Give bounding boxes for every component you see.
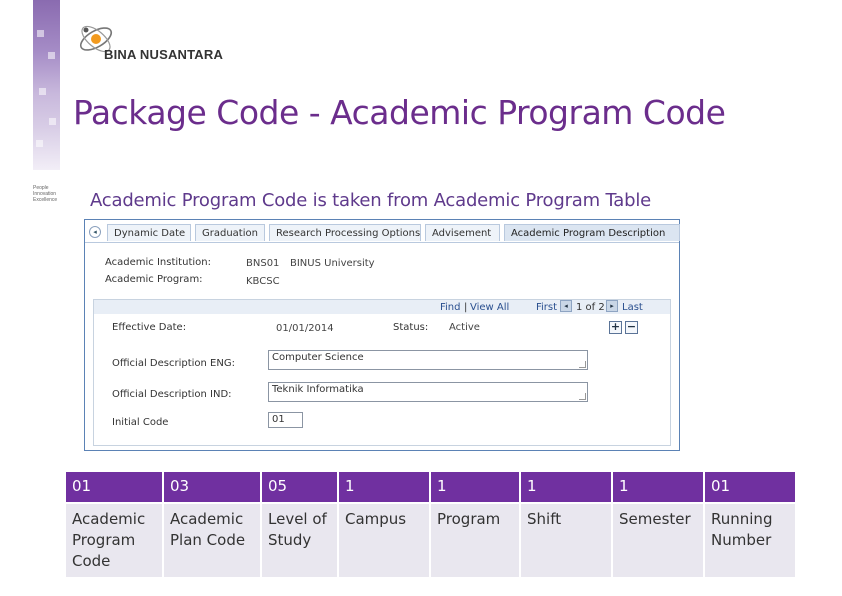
code-row xyxy=(66,472,795,502)
effective-date-value: 01/01/2014 xyxy=(276,323,334,334)
desc-eng-field[interactable] xyxy=(268,350,588,370)
label-cell: Program xyxy=(431,504,519,577)
embedded-screenshot xyxy=(84,219,680,451)
label-row xyxy=(66,504,795,577)
tab-academic-program-description[interactable]: Academic Program Description xyxy=(504,224,680,241)
label-cell: Academic Plan Code xyxy=(164,504,260,577)
tab-graduation[interactable]: Graduation xyxy=(195,224,265,241)
code-breakdown-table xyxy=(64,470,797,579)
label-cell: Campus xyxy=(339,504,429,577)
initial-code-value: 01 xyxy=(272,414,285,425)
first-link[interactable]: First xyxy=(536,302,558,313)
desc-ind-value: Teknik Informatika xyxy=(272,384,364,395)
program-code: KBCSC xyxy=(246,276,280,287)
label-cell: Semester xyxy=(613,504,703,577)
separator: | xyxy=(464,302,468,313)
status-label: Status: xyxy=(393,322,429,333)
initial-code-field[interactable] xyxy=(268,412,303,428)
page-subtitle: Academic Program Code is taken from Academic Program Table xyxy=(90,190,652,211)
label-cell: Academic Program Code xyxy=(66,504,162,577)
resize-handle-icon[interactable] xyxy=(579,393,586,400)
desc-eng-value: Computer Science xyxy=(272,352,364,363)
institution-code: BNS01 xyxy=(246,258,280,269)
page-info: 1 of 2 xyxy=(576,302,605,313)
page-title: Package Code - Academic Program Code xyxy=(73,93,726,132)
tab-scroll-left-icon[interactable]: ◂ xyxy=(89,226,101,238)
code-cell: 1 xyxy=(613,472,703,502)
desc-eng-label: Official Description ENG: xyxy=(112,358,235,369)
label-cell: Shift xyxy=(521,504,611,577)
label-cell: Running Number xyxy=(705,504,795,577)
desc-ind-label: Official Description IND: xyxy=(112,389,232,400)
initial-code-label: Initial Code xyxy=(112,417,169,428)
status-value: Active xyxy=(449,322,480,333)
label-cell: Level of Study xyxy=(262,504,337,577)
description-section xyxy=(93,299,671,446)
code-cell: 1 xyxy=(431,472,519,502)
next-icon[interactable]: ▸ xyxy=(606,300,618,312)
tab-advisement[interactable]: Advisement xyxy=(425,224,500,241)
last-link[interactable]: Last xyxy=(622,302,643,313)
code-cell: 03 xyxy=(164,472,260,502)
resize-handle-icon[interactable] xyxy=(579,361,586,368)
previous-icon[interactable]: ◂ xyxy=(560,300,572,312)
remove-row-icon[interactable]: − xyxy=(626,320,637,333)
code-cell: 05 xyxy=(262,472,337,502)
add-row-icon[interactable]: + xyxy=(610,320,621,333)
decorative-strip xyxy=(33,0,60,170)
code-cell: 01 xyxy=(66,472,162,502)
view-all-link[interactable]: View All xyxy=(470,302,510,313)
find-link[interactable]: Find xyxy=(440,302,461,313)
code-cell: 1 xyxy=(339,472,429,502)
logo-text: BINA NUSANTARA xyxy=(104,47,224,62)
tab-research-processing-options[interactable]: Research Processing Options xyxy=(269,224,421,241)
institution-label: Academic Institution: xyxy=(105,257,211,268)
code-cell: 1 xyxy=(521,472,611,502)
tab-dynamic-date[interactable]: Dynamic Date xyxy=(107,224,191,241)
tab-bar xyxy=(85,220,679,243)
effective-date-label: Effective Date: xyxy=(112,322,187,333)
brand-tagline: People Innovation Excellence xyxy=(33,185,58,203)
institution-name: BINUS University xyxy=(290,258,375,269)
program-label: Academic Program: xyxy=(105,274,203,285)
desc-ind-field[interactable] xyxy=(268,382,588,402)
code-cell: 01 xyxy=(705,472,795,502)
